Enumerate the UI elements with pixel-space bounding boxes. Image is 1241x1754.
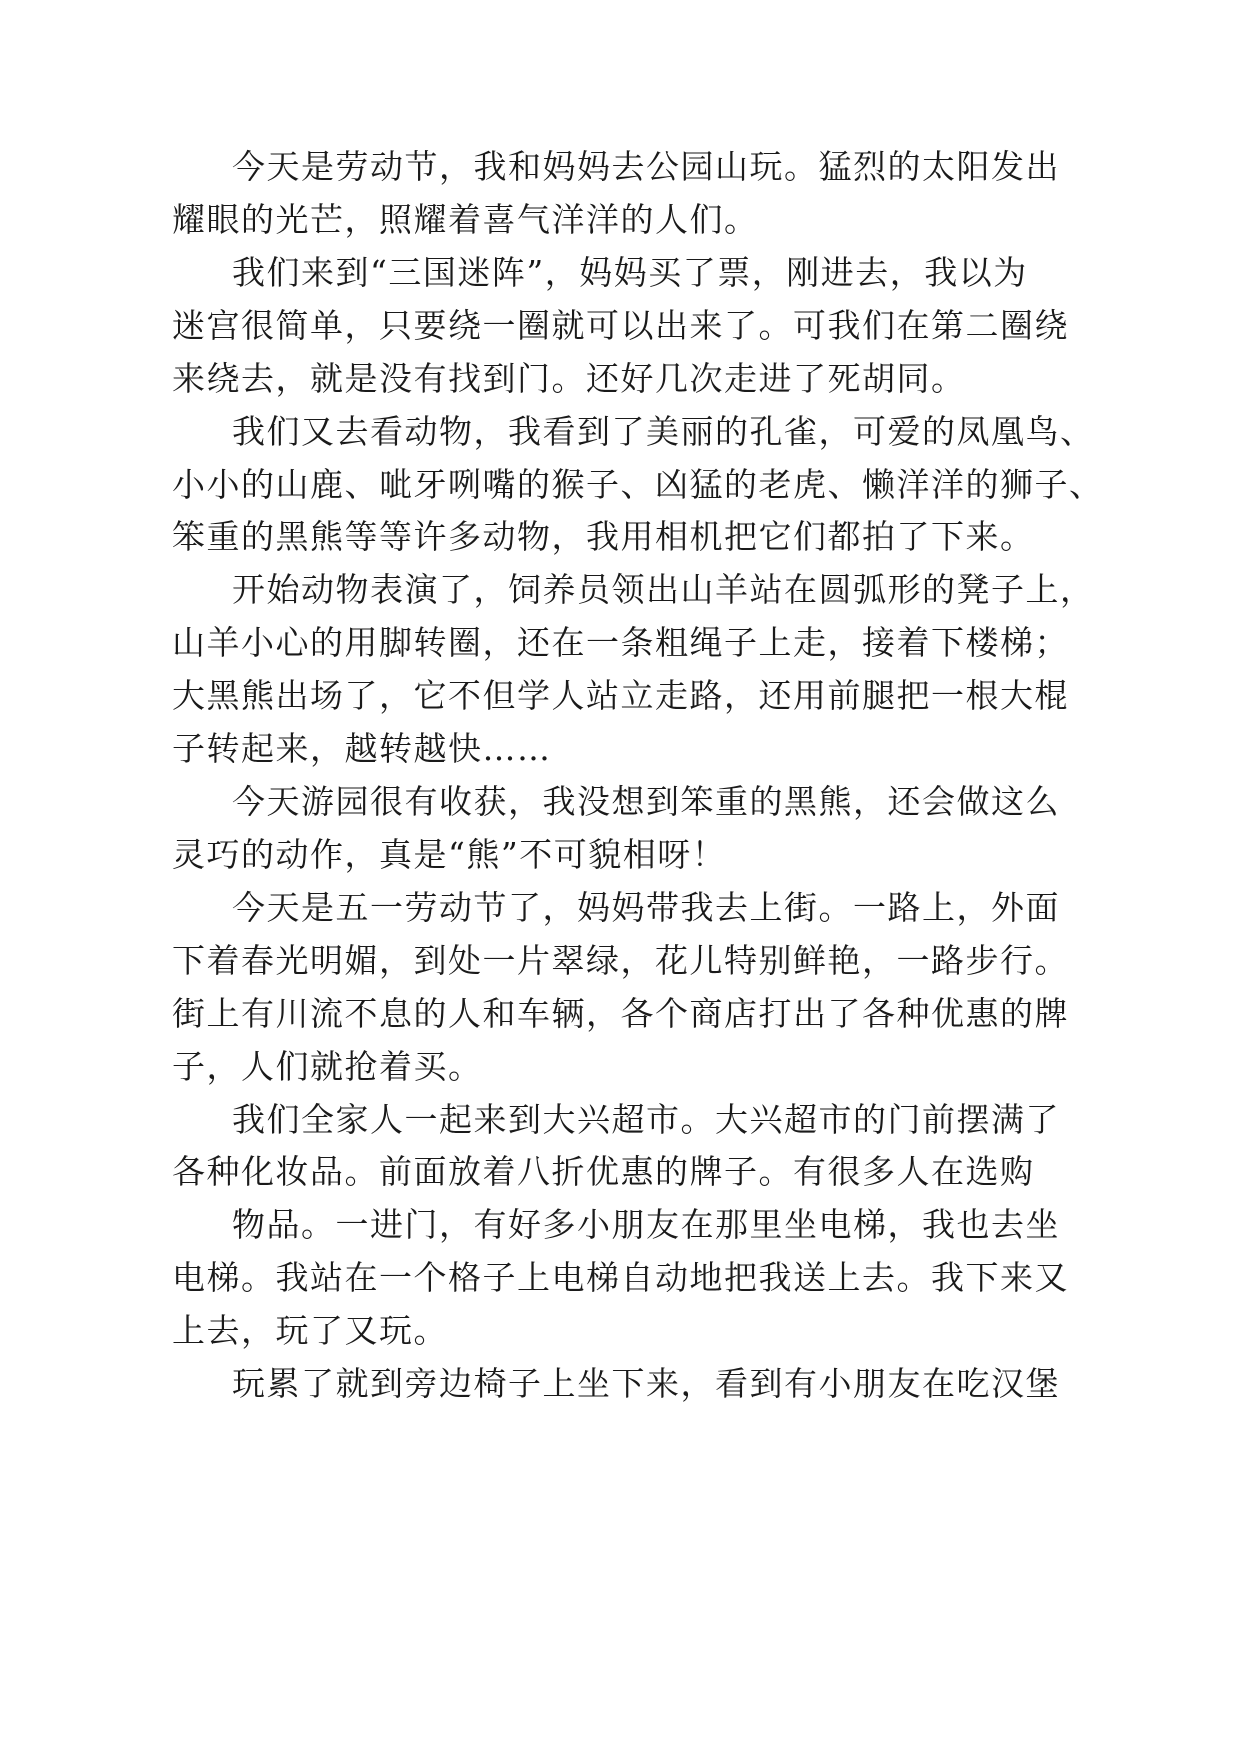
text-line: 灵巧的动作，真是“熊”不可貌相呀！ [172, 835, 727, 874]
text-line: 今天是劳动节，我和妈妈去公园山玩。猛烈的太阳发出 [232, 147, 1060, 186]
text-line: 我们来到“三国迷阵”，妈妈买了票，刚进去，我以为 [232, 253, 1028, 292]
text-line: 玩累了就到旁边椅子上坐下来，看到有小朋友在吃汉堡 [232, 1364, 1060, 1403]
text-line: 今天是五一劳动节了，妈妈带我去上街。一路上，外面 [232, 888, 1060, 927]
text-line: 我们又去看动物，我看到了美丽的孔雀，可爱的凤凰鸟、 [232, 412, 1095, 451]
text-line: 上去，玩了又玩。 [172, 1311, 448, 1350]
text-line: 街上有川流不息的人和车辆，各个商店打出了各种优惠的牌 [172, 994, 1069, 1033]
text-line: 电梯。我站在一个格子上电梯自动地把我送上去。我下来又 [172, 1258, 1069, 1297]
text-line: 山羊小心的用脚转圈，还在一条粗绳子上走，接着下楼梯； [172, 623, 1069, 662]
text-line: 来绕去，就是没有找到门。还好几次走进了死胡同。 [172, 359, 966, 398]
text-line: 迷宫很简单，只要绕一圈就可以出来了。可我们在第二圈绕 [172, 306, 1069, 345]
text-line: 各种化妆品。前面放着八折优惠的牌子。有很多人在选购 [172, 1152, 1035, 1191]
text-line: 开始动物表演了，饲养员领出山羊站在圆弧形的凳子上， [232, 570, 1095, 609]
text-line: 大黑熊出场了，它不但学人站立走路，还用前腿把一根大棍 [172, 676, 1069, 715]
text-line: 子转起来，越转越快…… [172, 729, 552, 768]
text-line: 我们全家人一起来到大兴超市。大兴超市的门前摆满了 [232, 1100, 1060, 1139]
text-line: 子，人们就抢着买。 [172, 1047, 483, 1086]
text-line: 耀眼的光芒，照耀着喜气洋洋的人们。 [172, 200, 759, 239]
text-line: 下着春光明媚，到处一片翠绿，花儿特别鲜艳，一路步行。 [172, 941, 1069, 980]
text-line: 今天游园很有收获，我没想到笨重的黑熊，还会做这么 [232, 782, 1060, 821]
text-line: 物品。一进门，有好多小朋友在那里坐电梯，我也去坐 [232, 1205, 1060, 1244]
text-line: 笨重的黑熊等等许多动物，我用相机把它们都拍了下来。 [172, 517, 1035, 556]
text-line: 小小的山鹿、呲牙咧嘴的猴子、凶猛的老虎、懒洋洋的狮子、 [172, 465, 1104, 504]
